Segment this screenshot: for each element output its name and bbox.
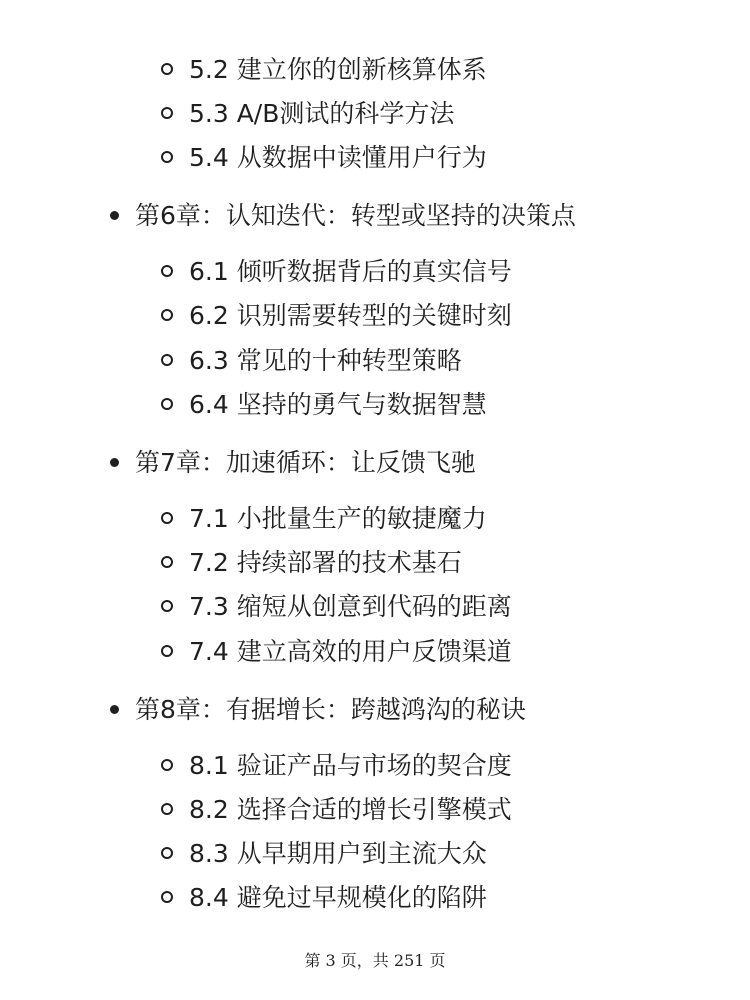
- circle-bullet-icon: [161, 803, 173, 815]
- toc-item-text: 7.3 缩短从创意到代码的距离: [189, 592, 512, 621]
- toc-item-text: 5.3 A/B测试的科学方法: [189, 99, 455, 128]
- disc-bullet-icon: [110, 211, 119, 220]
- toc-item-text: 6.2 识别需要转型的关键时刻: [189, 301, 512, 330]
- page-number-footer: 第 3 页，共 251 页: [304, 951, 446, 970]
- toc-section-item: [161, 499, 487, 539]
- toc-section-item: [161, 790, 512, 830]
- toc-section-item: [161, 834, 487, 874]
- circle-bullet-icon: [161, 63, 173, 75]
- circle-bullet-icon: [161, 354, 173, 366]
- toc-section-item: [161, 385, 487, 425]
- toc-item-text: 第8章：有据增长：跨越鸿沟的秘诀: [135, 695, 526, 724]
- toc-item-text: 8.3 从早期用户到主流大众: [189, 839, 487, 868]
- toc-item-text: 第6章：认知迭代：转型或坚持的决策点: [135, 201, 576, 230]
- circle-bullet-icon: [161, 309, 173, 321]
- toc-item-text: 7.2 持续部署的技术基石: [189, 548, 462, 577]
- toc-item-text: 5.2 建立你的创新核算体系: [189, 55, 487, 84]
- toc-item-text: 7.1 小批量生产的敏捷魔力: [189, 504, 487, 533]
- toc-item-text: 6.4 坚持的勇气与数据智慧: [189, 390, 487, 419]
- toc-section-item: [161, 138, 487, 178]
- toc-section-item: [161, 341, 462, 381]
- circle-bullet-icon: [161, 151, 173, 163]
- circle-bullet-icon: [161, 891, 173, 903]
- circle-bullet-icon: [161, 645, 173, 657]
- toc-chapter-item: [110, 196, 576, 236]
- circle-bullet-icon: [161, 512, 173, 524]
- toc-item-text: 8.2 选择合适的增长引擎模式: [189, 795, 512, 824]
- toc-section-item: [161, 50, 487, 90]
- disc-bullet-icon: [110, 458, 119, 467]
- circle-bullet-icon: [161, 265, 173, 277]
- toc-section-item: [161, 94, 454, 134]
- toc-section-item: [161, 543, 462, 583]
- circle-bullet-icon: [161, 847, 173, 859]
- toc-chapter-item: [110, 443, 476, 483]
- circle-bullet-icon: [161, 600, 173, 612]
- toc-section-item: [161, 878, 487, 918]
- toc-item-text: 7.4 建立高效的用户反馈渠道: [189, 637, 512, 666]
- circle-bullet-icon: [161, 398, 173, 410]
- circle-bullet-icon: [161, 556, 173, 568]
- circle-bullet-icon: [161, 107, 173, 119]
- toc-item-text: 6.3 常见的十种转型策略: [189, 346, 462, 375]
- toc-section-item: [161, 587, 512, 627]
- toc-item-text: 6.1 倾听数据背后的真实信号: [189, 257, 512, 286]
- toc-item-text: 8.4 避免过早规模化的陷阱: [189, 883, 487, 912]
- circle-bullet-icon: [161, 759, 173, 771]
- toc-item-text: 8.1 验证产品与市场的契合度: [189, 751, 512, 780]
- toc-section-item: [161, 252, 512, 292]
- toc-chapter-item: [110, 690, 526, 730]
- toc-item-text: 5.4 从数据中读懂用户行为: [189, 143, 487, 172]
- toc-section-item: [161, 632, 512, 672]
- toc-section-item: [161, 296, 512, 336]
- toc-section-item: [161, 746, 512, 786]
- toc-item-text: 第7章：加速循环：让反馈飞驰: [135, 448, 476, 477]
- disc-bullet-icon: [110, 705, 119, 714]
